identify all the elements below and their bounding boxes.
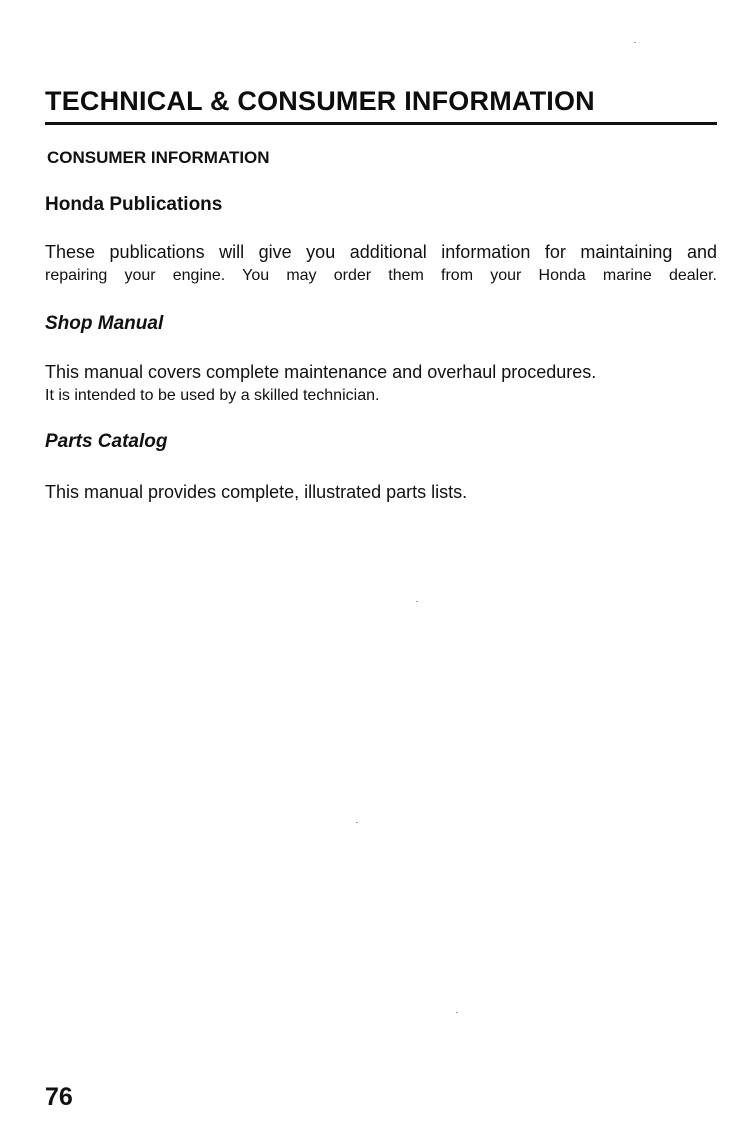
intro-line-2: repairing your engine. You may order them from your Honda marine dealer. <box>45 267 717 284</box>
page-title: TECHNICAL & CONSUMER INFORMATION <box>45 86 595 116</box>
intro-line-1: These publications will give you additional information for maintaining and <box>45 242 717 262</box>
subsection-heading: Honda Publications <box>45 194 223 215</box>
scan-speck <box>634 42 636 43</box>
scan-speck <box>456 1012 458 1013</box>
scan-speck <box>416 601 418 602</box>
title-underline <box>45 122 717 125</box>
shop-manual-heading: Shop Manual <box>45 313 164 334</box>
parts-catalog-paragraph <box>45 480 467 504</box>
parts-catalog-heading: Parts Catalog <box>45 431 168 452</box>
parts-catalog-line-1: This manual provides complete, illustrated parts lists. <box>45 482 468 502</box>
page-number: 76 <box>45 1083 73 1111</box>
shop-manual-paragraph <box>45 360 596 408</box>
shop-manual-line-1: This manual covers complete maintenance and overhaul procedures. <box>45 362 597 382</box>
intro-paragraph <box>45 240 717 288</box>
shop-manual-line-2: It is intended to be used by a skilled technician. <box>45 387 380 404</box>
section-heading: CONSUMER INFORMATION <box>47 148 270 167</box>
scan-speck <box>356 822 358 823</box>
